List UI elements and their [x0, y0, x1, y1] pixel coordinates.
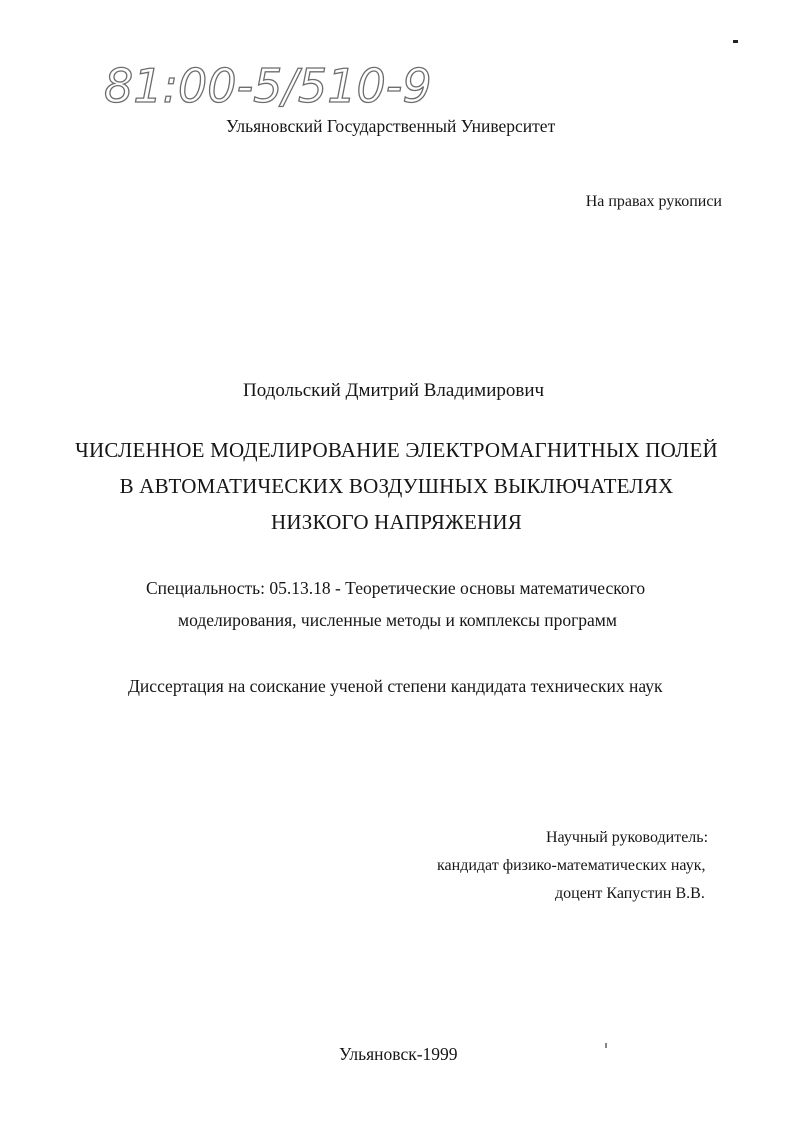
- author-name: Подольский Дмитрий Владимирович: [243, 380, 545, 401]
- manuscript-rights-note: На правах рукописи: [585, 193, 722, 210]
- thesis-title-line-1: ЧИСЛЕННОЕ МОДЕЛИРОВАНИЕ ЭЛЕКТРОМАГНИТНЫХ ПОЛЕЙ: [75, 438, 718, 462]
- handwritten-stamp-text: 81:00-5/510-9: [104, 59, 432, 113]
- specialty-line-2: моделирования, численные методы и комплексы программ: [178, 610, 617, 630]
- scan-speck: [733, 40, 738, 43]
- specialty-line-1: Специальность: 05.13.18 - Теоретические основы математического: [146, 578, 646, 598]
- scan-speck: [605, 1043, 607, 1048]
- supervisor-name: доцент Капустин В.В.: [555, 885, 705, 902]
- university-name: Ульяновский Государственный Университет: [226, 116, 556, 136]
- thesis-title-line-2: В АВТОМАТИЧЕСКИХ ВОЗДУШНЫХ ВЫКЛЮЧАТЕЛЯХ: [119, 474, 674, 498]
- thesis-title-line-3: НИЗКОГО НАПРЯЖЕНИЯ: [271, 510, 522, 534]
- supervisor-label: Научный руководитель:: [546, 829, 709, 846]
- dissertation-degree-statement: Диссертация на соискание ученой степени кандидата технических наук: [128, 676, 663, 696]
- supervisor-degree: кандидат физико-математических наук,: [437, 857, 706, 874]
- handwritten-catalog-stamp: [104, 50, 464, 120]
- city-year: Ульяновск-1999: [339, 1044, 458, 1064]
